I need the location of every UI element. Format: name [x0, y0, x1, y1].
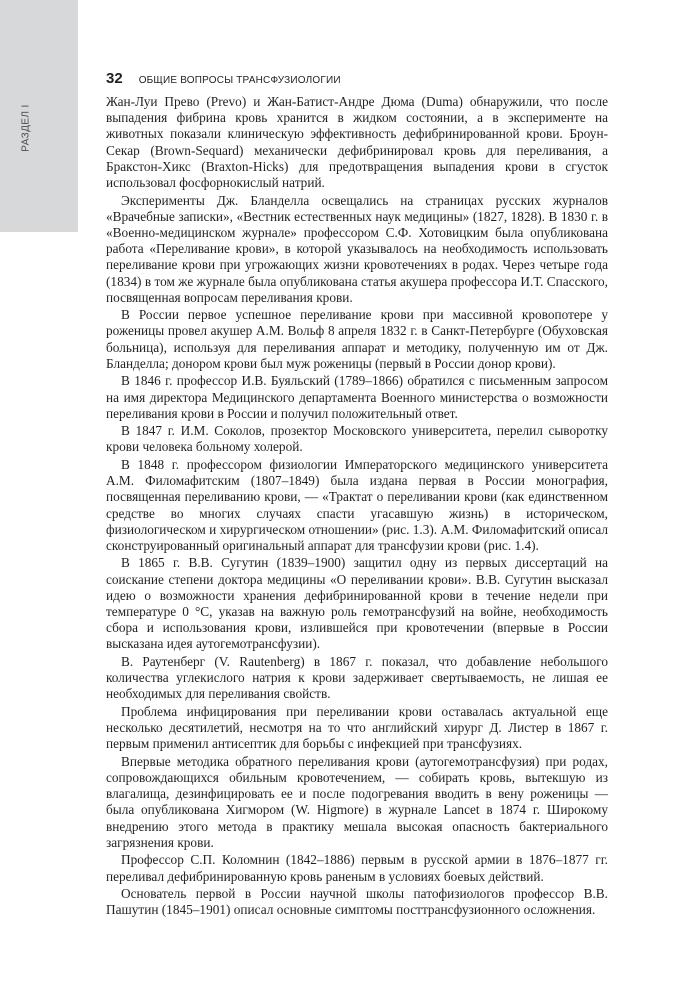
- paragraph: В 1865 г. В.В. Сугутин (1839–1900) защитил одну из первых диссертаций на соискание степени доктора медицины «О переливании крови». В.В. Сугутин высказал идею о возможности хранения дефибринированной крови в течение недели при температуре 0 °С, указав на важную роль гемотрансфузий на войне, необходимость сбора и использования крови, излившейся при кровотечении (впервые в России высказана идея аутогемотрансфузии).: [106, 555, 608, 652]
- page-number: 32: [106, 70, 123, 87]
- paragraph: Проблема инфицирования при переливании крови оставалась актуальной еще несколько десятилетий, несмотря на то что английский хирург Д. Листер в 1867 г. первым применил антисептик для борьбы с инфекцией при трансфузиях.: [106, 703, 608, 752]
- body-text: [106, 94, 608, 920]
- paragraph: В 1846 г. профессор И.В. Буяльский (1789–1866) обратился с письменным запросом на имя директора Медицинского департамента Военного министерства о возможности переливания крови в России и получил положительный ответ.: [106, 373, 608, 421]
- page-header: [106, 70, 606, 90]
- running-head: ОБЩИЕ ВОПРОСЫ ТРАНСФУЗИОЛОГИИ: [138, 75, 341, 86]
- paragraph: Профессор С.П. Коломнин (1842–1886) первым в русской армии в 1876–1877 гг. переливал дефибринированную кровь раненым в условиях боевых действий.: [106, 852, 608, 884]
- paragraph: В. Раутенберг (V. Rautenberg) в 1867 г. показал, что добавление небольшого количества углекислого натрия к крови задерживает свертываемость, не лишая ее необходимых для переливания свойств.: [106, 653, 608, 702]
- section-side-tab: [0, 0, 78, 232]
- paragraph: Жан-Луи Прево (Prevo) и Жан-Батист-Андре Дюма (Duma) обнаружили, что после выпадения фибрина кровь хранится в жидком состоянии, а в эксперименте на животных показали клиническую эффективность дефибринированной крови. Броун-Секар (Brown-Sequard) механически дефибринировал кровь для переливания, а Бракстон-Хикс (Braxton-Hicks) для предотвращения выпадения крови в сгусток использовал фосфорнокислый натрий.: [106, 94, 608, 191]
- paragraph: В 1847 г. И.М. Соколов, прозектор Московского университета, перелил сыворотку крови человека больному холерой.: [106, 423, 608, 455]
- paragraph: В России первое успешное переливание крови при массивной кровопотере у роженицы провел акушер А.М. Вольф 8 апреля 1832 г. в Санкт-Петербурге (Обуховская больница), используя для переливания аппарат и методику, полученную им от Дж. Бланделла; донором крови был муж роженицы (первый в России донор крови).: [106, 307, 608, 371]
- section-label: РАЗДЕЛ I: [20, 104, 32, 152]
- paragraph: Основатель первой в России научной школы патофизиологов профессор В.В. Пашутин (1845–1901) описал основные симптомы посттрансфузионного осложнения.: [106, 886, 608, 918]
- paragraph: Впервые методика обратного переливания крови (аутогемотрансфузия) при родах, сопровождающихся обильным кровотечением, — собирать кровь, вытекшую из влагалища, дезинфицировать ее и после подогревания вводить в вену роженицы — была опубликована Хигмором (W. Higmore) в журнале Lancet в 1874 г. Широкому внедрению этого метода в практику мешала высокая опасность бактериального загрязнения крови.: [106, 753, 608, 850]
- paragraph: Эксперименты Дж. Бланделла освещались на страницах русских журналов «Врачебные записки», «Вестник естественных наук медицины» (1827, 1828). В 1830 г. в «Военно-медицинском журнале» профессором С.Ф. Хотовицким была опубликована работа «Переливание крови», в которой указывалось на необходимость использовать переливание крови при угрожающих жизни кровотечениях в родах. Через четыре года (1834) в том же журнале была опубликована статья акушера профессора И.Т. Спасского, посвященная вопросам переливания крови.: [106, 192, 608, 305]
- paragraph: В 1848 г. профессором физиологии Императорского медицинского университета А.М. Филомафитским (1807–1849) была издана первая в России монография, посвященная переливанию крови, — «Трактат о переливании крови (как единственном средстве во многих случаях спасти угасавшую жизнь) в историческом, физиологическом и хирургическом отношении» (рис. 1.3). А.М. Филомафитский описал сконструированный оригинальный аппарат для трансфузии крови (рис. 1.4).: [106, 456, 608, 553]
